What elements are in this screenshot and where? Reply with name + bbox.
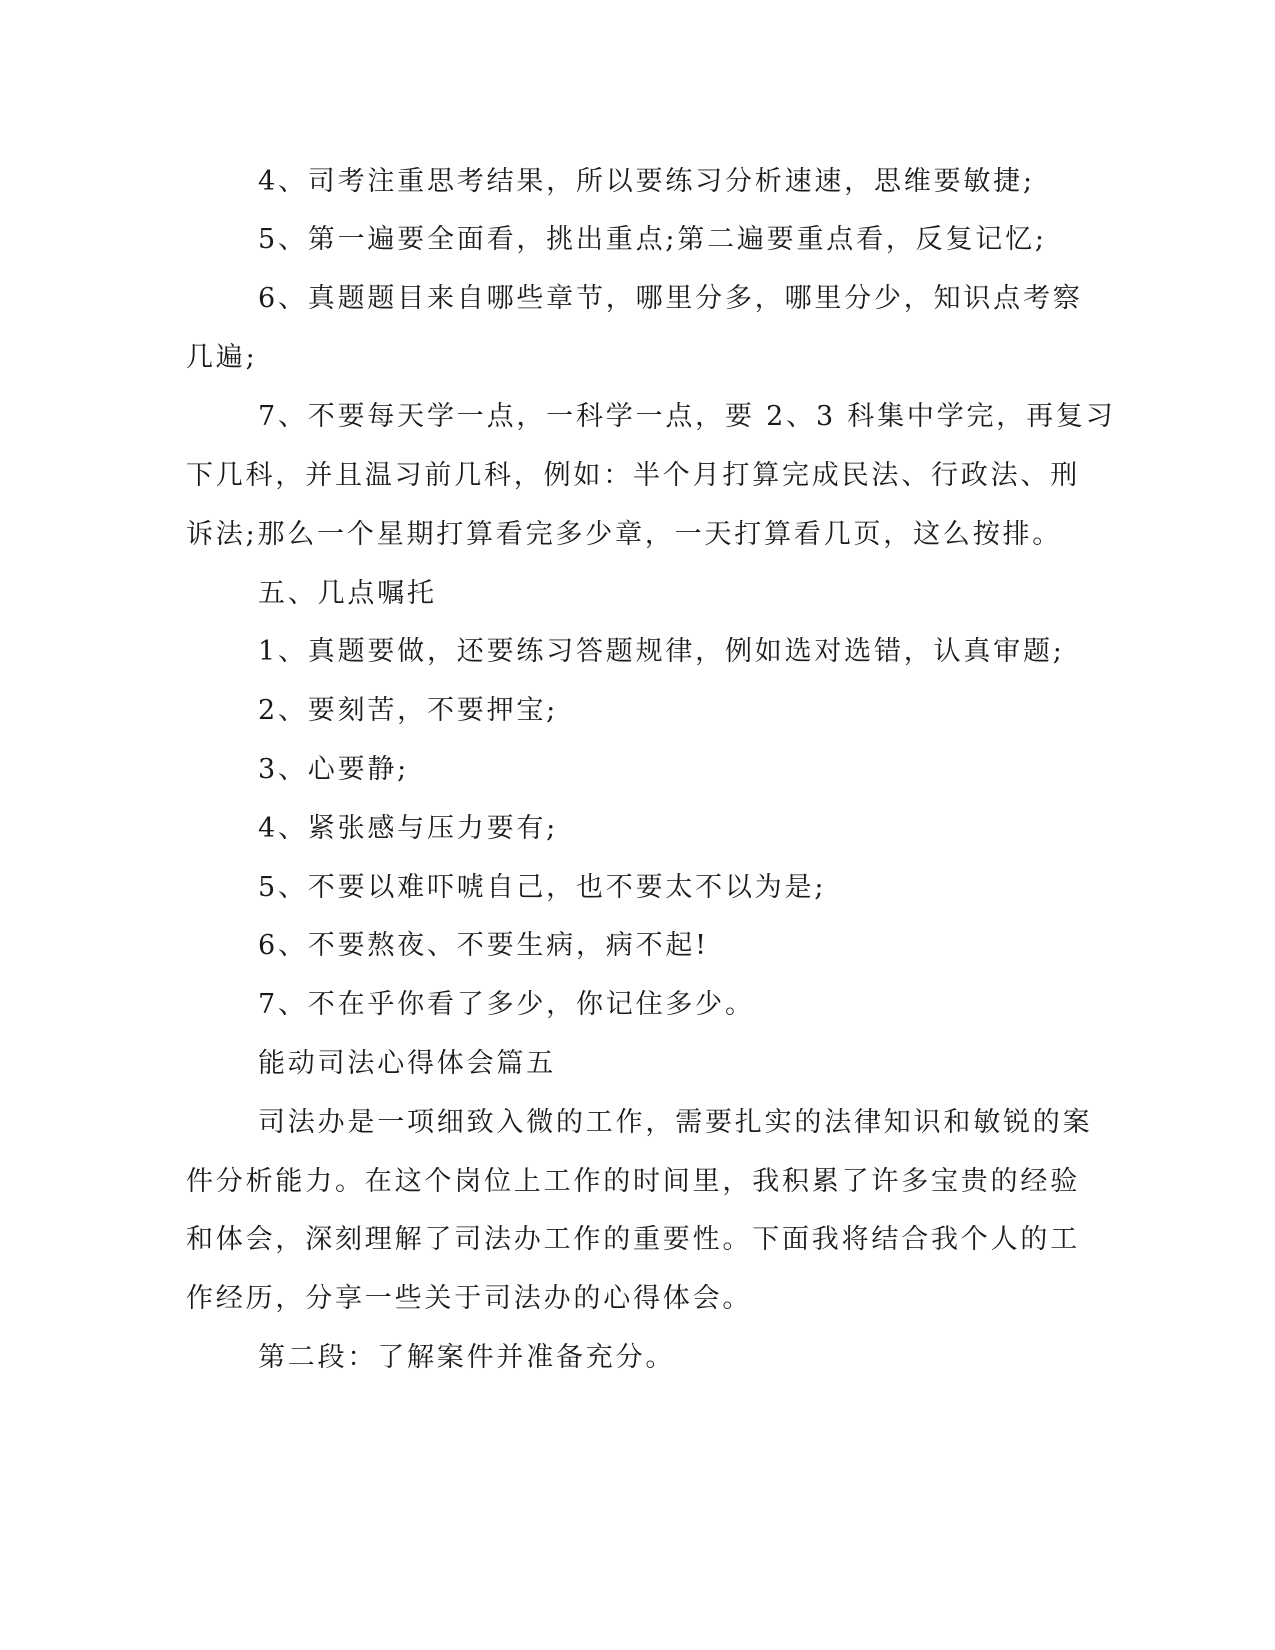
- section-heading: 第二段：了解案件并准备充分。: [258, 1342, 676, 1373]
- list-item: 3、心要静;: [258, 754, 410, 785]
- paragraph-line: 几遍;: [186, 342, 258, 373]
- list-item: 6、不要熬夜、不要生病，病不起!: [258, 930, 709, 961]
- paragraph-line: 4、司考注重思考结果，所以要练习分析速速，思维要敏捷;: [258, 166, 1035, 197]
- paragraph-line: 和体会，深刻理解了司法办工作的重要性。下面我将结合我个人的工: [186, 1224, 1080, 1255]
- section-heading: 五、几点嘱托: [258, 578, 437, 609]
- list-item: 5、不要以难吓唬自己，也不要太不以为是;: [258, 872, 827, 903]
- list-item: 1、真题要做，还要练习答题规律，例如选对选错，认真审题;: [258, 636, 1065, 667]
- paragraph-line: 下几科，并且温习前几科，例如：半个月打算完成民法、行政法、刑: [186, 460, 1080, 491]
- paragraph-line: 作经历，分享一些关于司法办的心得体会。: [186, 1283, 753, 1314]
- list-item: 2、要刻苦，不要押宝;: [258, 695, 559, 726]
- paragraph-line: 6、真题题目来自哪些章节，哪里分多，哪里分少，知识点考察: [258, 283, 1083, 314]
- paragraph-line: 7、不要每天学一点，一科学一点，要 2、3 科集中学完，再复习: [258, 401, 1116, 432]
- paragraph-line: 件分析能力。在这个岗位上工作的时间里，我积累了许多宝贵的经验: [186, 1166, 1080, 1197]
- paragraph-line: 诉法;那么一个星期打算看完多少章，一天打算看几页，这么按排。: [186, 519, 1063, 550]
- paragraph-line: 司法办是一项细致入微的工作，需要扎实的法律知识和敏锐的案: [258, 1107, 1093, 1138]
- list-item: 7、不在乎你看了多少，你记住多少。: [258, 989, 755, 1020]
- list-item: 4、紧张感与压力要有;: [258, 813, 559, 844]
- section-title: 能动司法心得体会篇五: [258, 1048, 556, 1079]
- paragraph-line: 5、第一遍要全面看，挑出重点;第二遍要重点看，反复记忆;: [258, 224, 1047, 255]
